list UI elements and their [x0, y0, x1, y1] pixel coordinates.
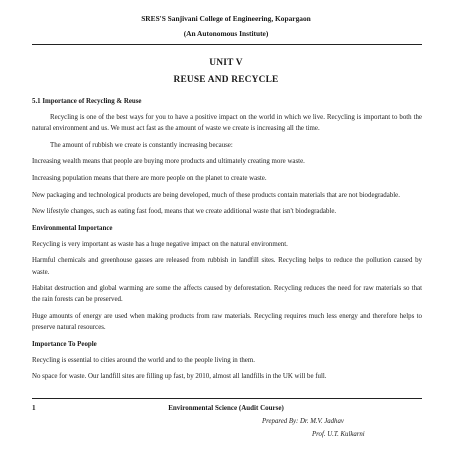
paragraph: No space for waste. Our landfill sites are filling up fast, by 2010, almost all landfills in the UK will be full.	[32, 373, 327, 381]
paragraph: Recycling is essential to cities around the world and to the people living in them.	[32, 356, 255, 364]
paragraph: Recycling is one of the best ways for you to have a positive impact on the world in which we live. Recycling is important to both the natural environment and us. We must act fast as the amount of waste we create is increasing all the time.	[32, 113, 422, 133]
paragraph: Increasing population means that there are more people on the planet to create waste.	[32, 174, 267, 182]
header-rule	[32, 44, 422, 45]
topic-title: REUSE AND RECYCLE	[173, 75, 279, 85]
paragraph: Habitat destruction and global warming are some the affects caused by deforestation. Recycling reduces the need for raw materials so that the rain forests can be preserved.	[32, 285, 422, 304]
unit-title: UNIT V	[209, 58, 243, 68]
prepared-by: Prepared By: Dr. M.V. Jadhav	[262, 418, 344, 425]
paragraph: The amount of rubbish we create is constantly increasing because:	[50, 141, 233, 149]
paragraph: Harmful chemicals and greenhouse gasses are released from rubbish in landfill sites. Recycling helps to reduce the pollution caused by waste.	[32, 257, 422, 276]
paragraph: Increasing wealth means that people are buying more products and ultimately creating more waste.	[32, 158, 305, 166]
paragraph: Recycling is very important as waste has a huge negative impact on the natural environment.	[32, 240, 288, 248]
college-header: SRES'S Sanjivani College of Engineering, Kopargaon	[141, 14, 311, 23]
paragraph: New lifestyle changes, such as eating fast food, means that we create additional waste that isn't biodegradable.	[32, 208, 337, 216]
page-number: 1	[32, 404, 36, 412]
section-heading: Importance To People	[32, 340, 97, 348]
institute-status: (An Autonomous Institute)	[183, 29, 269, 38]
paragraph: Huge amounts of energy are used when making products from raw materials. Recycling requires much less energy and therefore helps to preserve natural resources.	[32, 313, 422, 332]
paragraph: New packaging and technological products are being developed, much of these products contain materials that are not biodegradable.	[32, 191, 400, 199]
prepared-by-2: Prof. U.T. Kulkarni	[312, 431, 365, 438]
body-text	[32, 96, 422, 388]
section-heading: 5.1 Importance of Recycling & Reuse	[32, 98, 142, 105]
course-name: Environmental Science (Audit Course)	[168, 404, 284, 412]
section-heading: Environmental Importance	[32, 224, 113, 232]
footer-rule	[32, 398, 422, 399]
